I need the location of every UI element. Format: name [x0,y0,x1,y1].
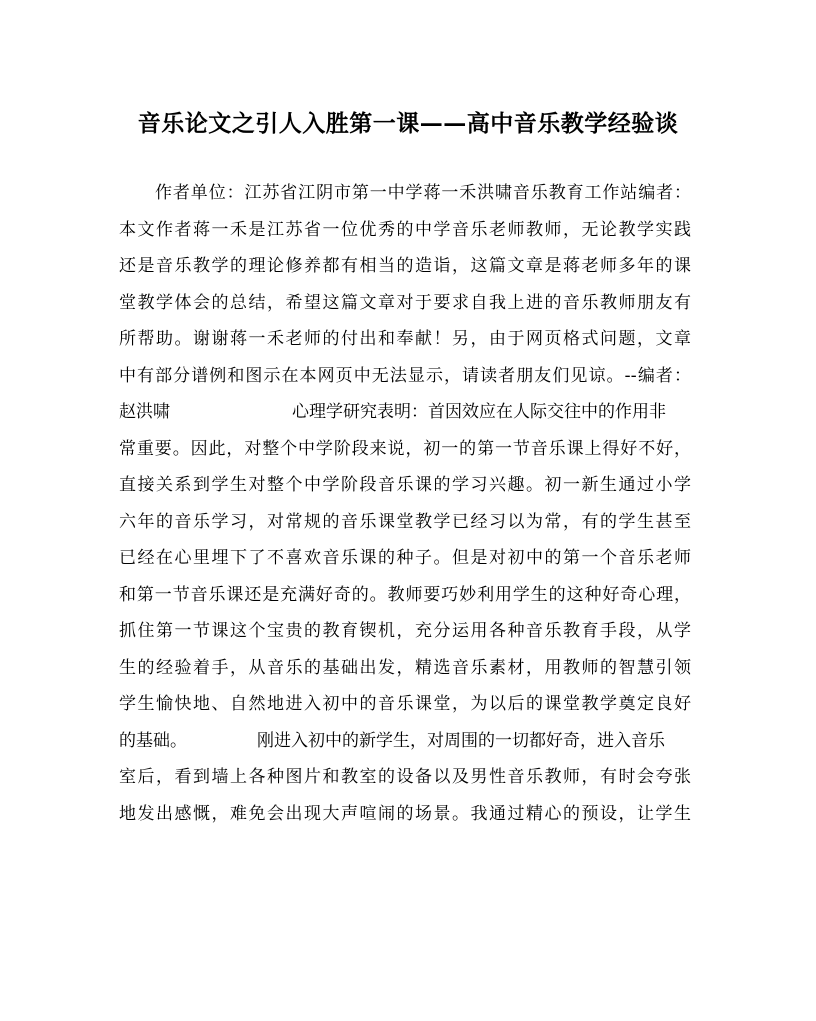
document-title: 音乐论文之引人入胜第一课——高中音乐教学经验谈 [137,110,679,137]
text-line: 作者单位：江苏省江阴市第一中学蒋一禾洪啸音乐教育工作站编者： [155,183,691,203]
paragraph-end: 的基础。 [119,730,187,751]
text-line: 室后，看到墙上各种图片和教室的设备以及男性音乐教师，有时会夸张 [119,767,691,787]
text-line: 还是音乐教学的理论修养都有相当的造诣，这篇文章是蒋老师多年的课 [119,256,691,276]
paragraph-start: 心理学研究表明：首因效应在人际交往中的作用非 [292,402,666,422]
text-line: 学生愉快地、自然地进入初中的音乐课堂，为以后的课堂教学奠定良好 [119,694,691,714]
text-line: 六年的音乐学习，对常规的音乐课堂教学已经习以为常，有的学生甚至 [119,511,691,532]
text-line: 本文作者蒋一禾是江苏省一位优秀的中学音乐老师教师，无论教学实践 [119,219,691,240]
paragraph-start: 刚进入初中的新学生，对周围的一切都好奇，进入音乐 [257,730,665,751]
text-line: 所帮助。谢谢蒋一禾老师的付出和奉献！另，由于网页格式问题，文章 [119,329,691,349]
text-line: 堂教学体会的总结，希望这篇文章对于要求自我上进的音乐教师朋友有 [119,292,691,313]
text-line-split [119,394,691,431]
text-line: 地发出感慨，难免会出现大声喧闹的场景。我通过精心的预设，让学生 [119,803,691,824]
document-body [119,175,691,832]
text-line: 常重要。因此，对整个中学阶段来说，初一的第一节音乐课上得好不好， [119,438,691,459]
editor-name: 赵洪啸 [119,402,170,422]
text-line: 中有部分谱例和图示在本网页中无法显示，请读者朋友们见谅。--编者： [119,365,691,386]
text-line: 已经在心里埋下了不喜欢音乐课的种子。但是对初中的第一个音乐老师 [119,548,691,568]
text-line: 直接关系到学生对整个中学阶段音乐课的学习兴趣。初一新生通过小学 [119,475,691,495]
text-line: 生的经验着手，从音乐的基础出发，精选音乐素材，用教师的智慧引领 [119,657,691,678]
text-line: 和第一节音乐课还是充满好奇的。教师要巧妙利用学生的这种好奇心理， [119,584,691,605]
text-line: 抓住第一节课这个宝贵的教育锲机，充分运用各种音乐教育手段，从学 [119,621,691,641]
text-line-split [119,723,691,760]
